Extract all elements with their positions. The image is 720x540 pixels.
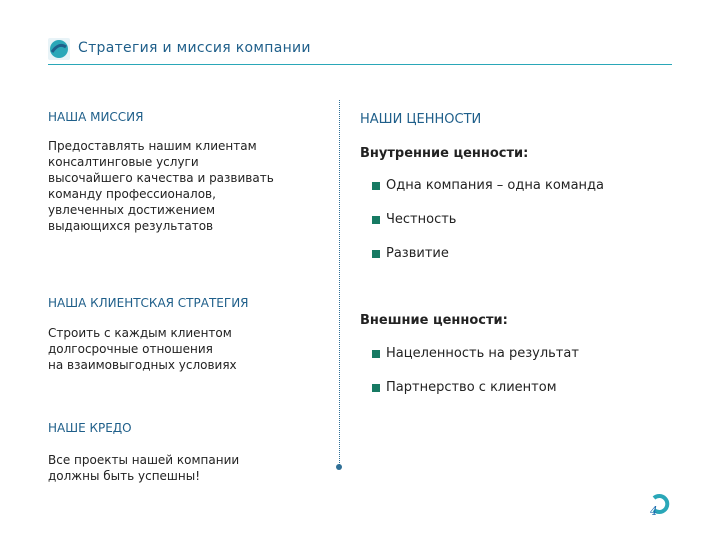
- credo-text: [48, 452, 239, 484]
- list-item: [372, 380, 557, 395]
- list-item: [372, 246, 449, 261]
- page-number: 4: [650, 504, 658, 518]
- strategy-line: долгосрочные отношения: [48, 342, 213, 356]
- internal-values-title: Внутренние ценности:: [360, 146, 529, 161]
- value-label: Честность: [386, 212, 457, 227]
- bullet-square-icon: [372, 250, 380, 258]
- mission-line: команду профессионалов,: [48, 187, 216, 201]
- strategy-heading: НАША КЛИЕНТСКАЯ СТРАТЕГИЯ: [48, 296, 249, 310]
- bullet-square-icon: [372, 216, 380, 224]
- mission-line: высочайшего качества и развивать: [48, 171, 274, 185]
- mission-line: консалтинговые услуги: [48, 155, 199, 169]
- mission-line: Предоставлять нашим клиентам: [48, 139, 257, 153]
- bullet-square-icon: [372, 384, 380, 392]
- value-label: Развитие: [386, 246, 449, 261]
- divider-end-dot: [336, 464, 342, 470]
- mission-text: [48, 138, 274, 234]
- mission-heading: НАША МИССИЯ: [48, 110, 144, 124]
- bullet-square-icon: [372, 182, 380, 190]
- page-title: Стратегия и миссия компании: [78, 40, 311, 56]
- strategy-line: Строить с каждым клиентом: [48, 326, 232, 340]
- list-item: [372, 178, 604, 193]
- credo-heading: НАШЕ КРЕДО: [48, 421, 132, 435]
- header-divider: [48, 64, 672, 65]
- values-heading: НАШИ ЦЕННОСТИ: [360, 112, 482, 127]
- list-item: [372, 346, 579, 361]
- strategy-text: [48, 325, 237, 373]
- bullet-square-icon: [372, 350, 380, 358]
- value-label: Партнерство с клиентом: [386, 380, 557, 395]
- mission-line: выдающихся результатов: [48, 219, 214, 233]
- list-item: [372, 212, 456, 227]
- company-logo-icon: [48, 38, 70, 60]
- credo-line: Все проекты нашей компании: [48, 453, 240, 467]
- external-values-title: Внешние ценности:: [360, 313, 508, 328]
- credo-line: должны быть успешны!: [48, 469, 201, 483]
- column-divider: [339, 100, 340, 467]
- strategy-line: на взаимовыгодных условиях: [48, 358, 237, 372]
- value-label: Одна компания – одна команда: [386, 178, 605, 193]
- value-label: Нацеленность на результат: [386, 346, 579, 361]
- mission-line: увлеченных достижением: [48, 203, 216, 217]
